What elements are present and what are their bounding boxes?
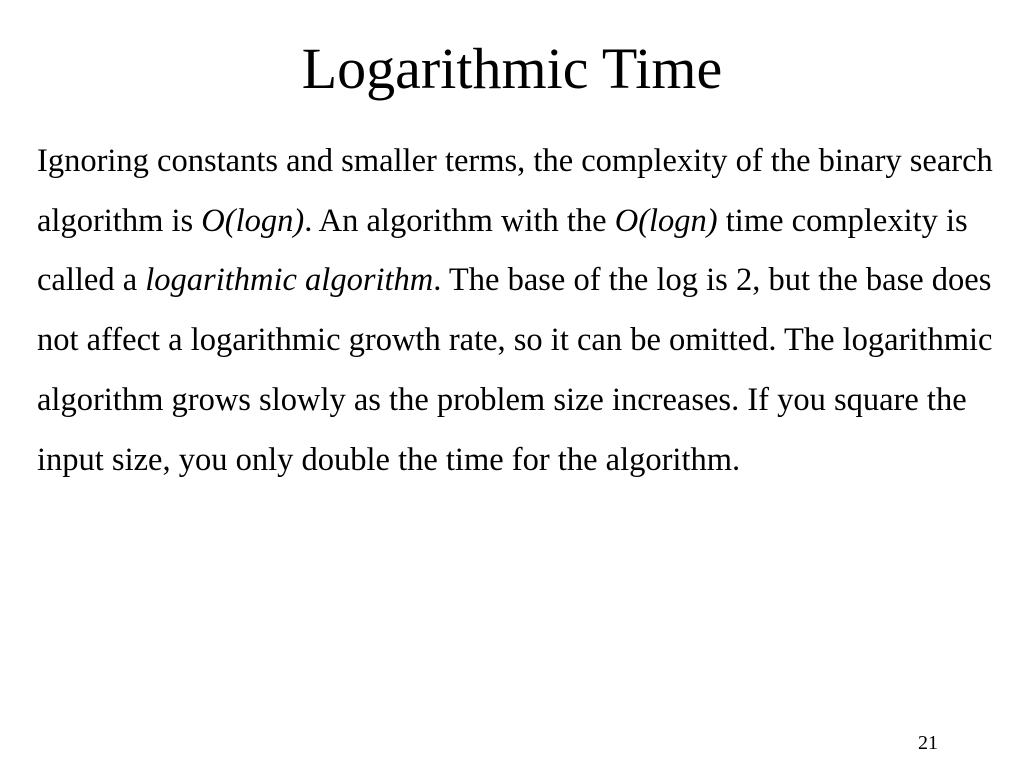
body-text-italic-segment: O(logn)	[614, 202, 718, 239]
body-text-segment: time complexity is called a	[37, 202, 968, 299]
body-text-segment: Ignoring constants and smaller terms, the complexity of the binary search algorithm is	[37, 143, 993, 239]
body-text-italic-segment: logarithmic algorithm	[145, 262, 434, 299]
body-text-italic-segment: O(logn)	[201, 202, 305, 239]
body-text-segment: . An algorithm with the	[304, 202, 615, 239]
slide-number: 21	[918, 732, 938, 754]
body-text-segment: . The base of the log is 2, but the base does not affect a logarithmic growth rate, so it can be omitted. The logarithmic algorithm grows slowly as the problem size increases. If you square the input size, you only double the time for the algorithm.	[37, 262, 993, 478]
slide-title: Logarithmic Time	[301, 36, 723, 101]
slide-body	[37, 132, 997, 490]
